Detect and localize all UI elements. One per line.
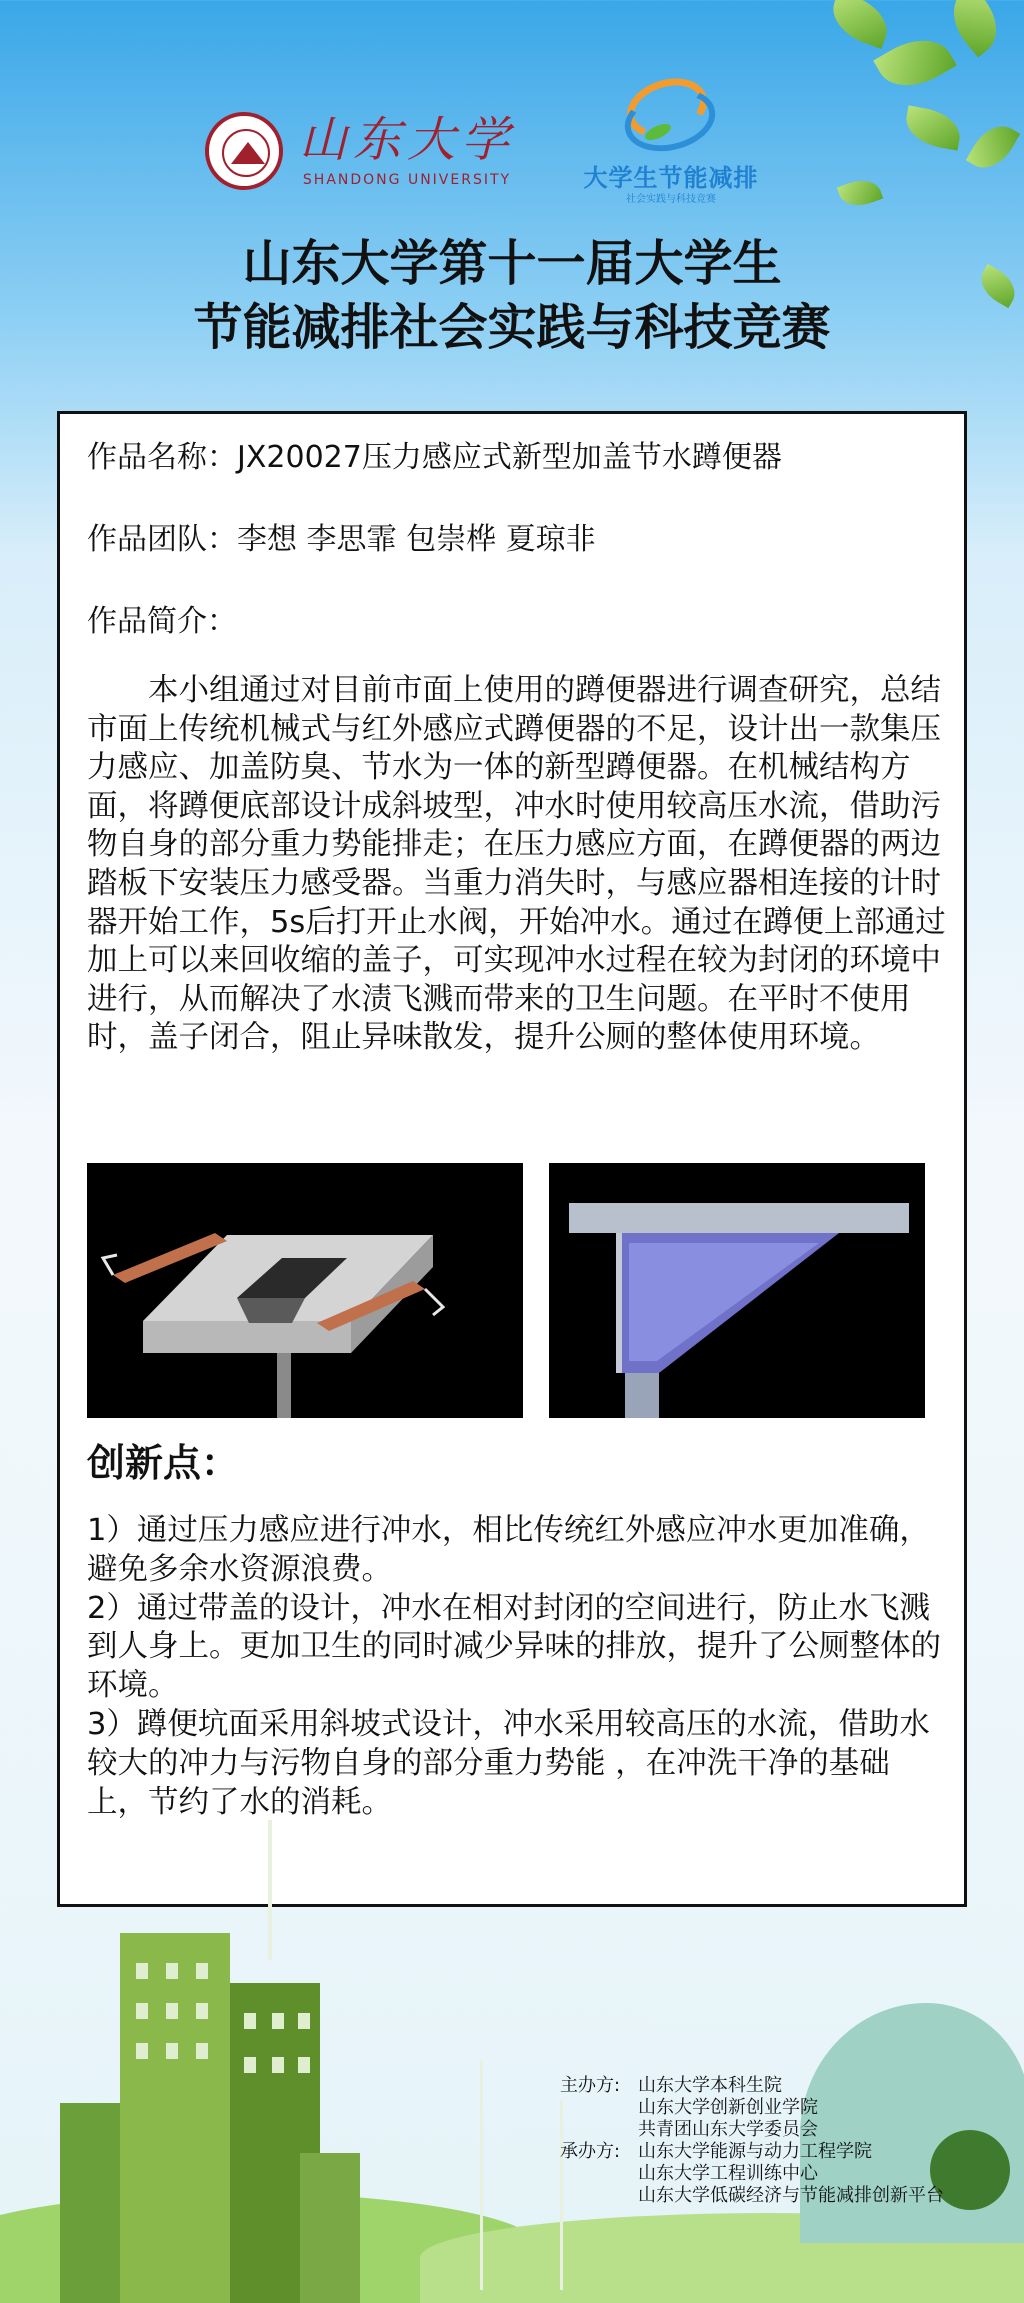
competition-logo-name: 大学生节能减排 (583, 164, 759, 192)
innovation-point-3: 3）蹲便坑面采用斜坡式设计，冲水采用较高压的水流，借助水较大的冲力与污物自身的部分重力势能 ，在冲洗干净的基础上，节约了水的消耗。 (87, 1706, 930, 1820)
sdu-logo (205, 112, 515, 190)
content-panel (57, 411, 967, 1907)
poster-header (0, 0, 1024, 400)
work-name-row (87, 432, 782, 476)
building (120, 1933, 230, 2303)
undertaker-1: 山东大学能源与动力工程学院 (638, 2141, 872, 2162)
toilet-cross-section-image (549, 1163, 925, 1418)
undertaker-3: 山东大学低碳经济与节能减排创新平台 (638, 2185, 944, 2206)
host-2: 山东大学创新创业学院 (638, 2097, 818, 2118)
organizers-block (560, 2075, 944, 2207)
sdu-logo-cn: 山东大学 (299, 112, 516, 168)
competition-logo-tagline: 社会实践与科技竞赛 (626, 194, 716, 205)
innovation-list (87, 1512, 947, 1822)
work-name-label: 作品名称： (87, 440, 237, 475)
sdu-logo-en: SHANDONG UNIVERSITY (302, 172, 512, 188)
innovation-heading: 创新点： (87, 1441, 240, 1485)
green-city-illustration (0, 1800, 1024, 2303)
host-1: 山东大学本科生院 (638, 2075, 782, 2096)
host-label: 主办方: (560, 2075, 621, 2096)
work-intro-text: 本小组通过对目前市面上使用的蹲便器进行调查研究，总结市面上传统机械式与红外感应式蹲便器的不足，设计出一款集压力感应、加盖防臭、节水为一体的新型蹲便器。在机械结构方面，将蹲便底部设计成斜坡型，冲水时使用较高压水流，借助污物自身的部分重力势能排走；在压力感应方面，在蹲便器的两边踏板下安装压力感受器。当重力消失时，与感应器相连接的计时器开始工作，5s后打开止水阀，开始冲水。通过在蹲便上部通过加上可以来回收缩的盖子，可实现冲水过程在较为封闭的环境中进行，从而解决了水渍飞溅而带来的卫生问题。在平时不使用时，盖子闭合，阻止异味散发，提升公厕的整体使用环境。 (87, 673, 946, 1056)
logo-blue-ring-icon (618, 80, 722, 160)
toilet-3d-model-drawing (87, 1163, 523, 1418)
competition-logo (566, 80, 776, 205)
title-line-2: 节能减排社会实践与科技竞赛 (193, 299, 831, 356)
toilet-3d-model-image (87, 1163, 523, 1418)
title-line-1: 山东大学第十一届大学生 (242, 235, 782, 292)
building (300, 2153, 360, 2303)
innovation-point-2: 2）通过带盖的设计，冲水在相对封闭的空间进行，防止水飞溅到人身上。更加卫生的同时减少异味的排放，提升了公厕整体的环境。 (87, 1590, 941, 1704)
undertaker-label: 承办方: (560, 2141, 621, 2162)
innovation-point-1: 1）通过压力感应进行冲水，相比传统红外感应冲水更加准确，避免多余水资源浪费。 (87, 1513, 930, 1587)
toilet-cross-section-drawing (549, 1163, 925, 1418)
work-team: 李想 李思霏 包崇桦 夏琼非 (237, 522, 596, 557)
wind-turbine-icon (480, 2060, 483, 2290)
sdu-seal-icon (205, 112, 283, 190)
work-team-row (87, 514, 596, 558)
host-3: 共青团山东大学委员会 (638, 2119, 818, 2140)
work-team-label: 作品团队： (87, 522, 237, 557)
undertaker-2: 山东大学工程训练中心 (638, 2163, 818, 2184)
building (60, 2103, 120, 2303)
work-name: JX20027压力感应式新型加盖节水蹲便器 (237, 440, 782, 475)
work-intro-label: 作品简介： (87, 604, 237, 639)
wind-turbine-icon (268, 1820, 272, 1960)
poster-title (0, 232, 1024, 360)
